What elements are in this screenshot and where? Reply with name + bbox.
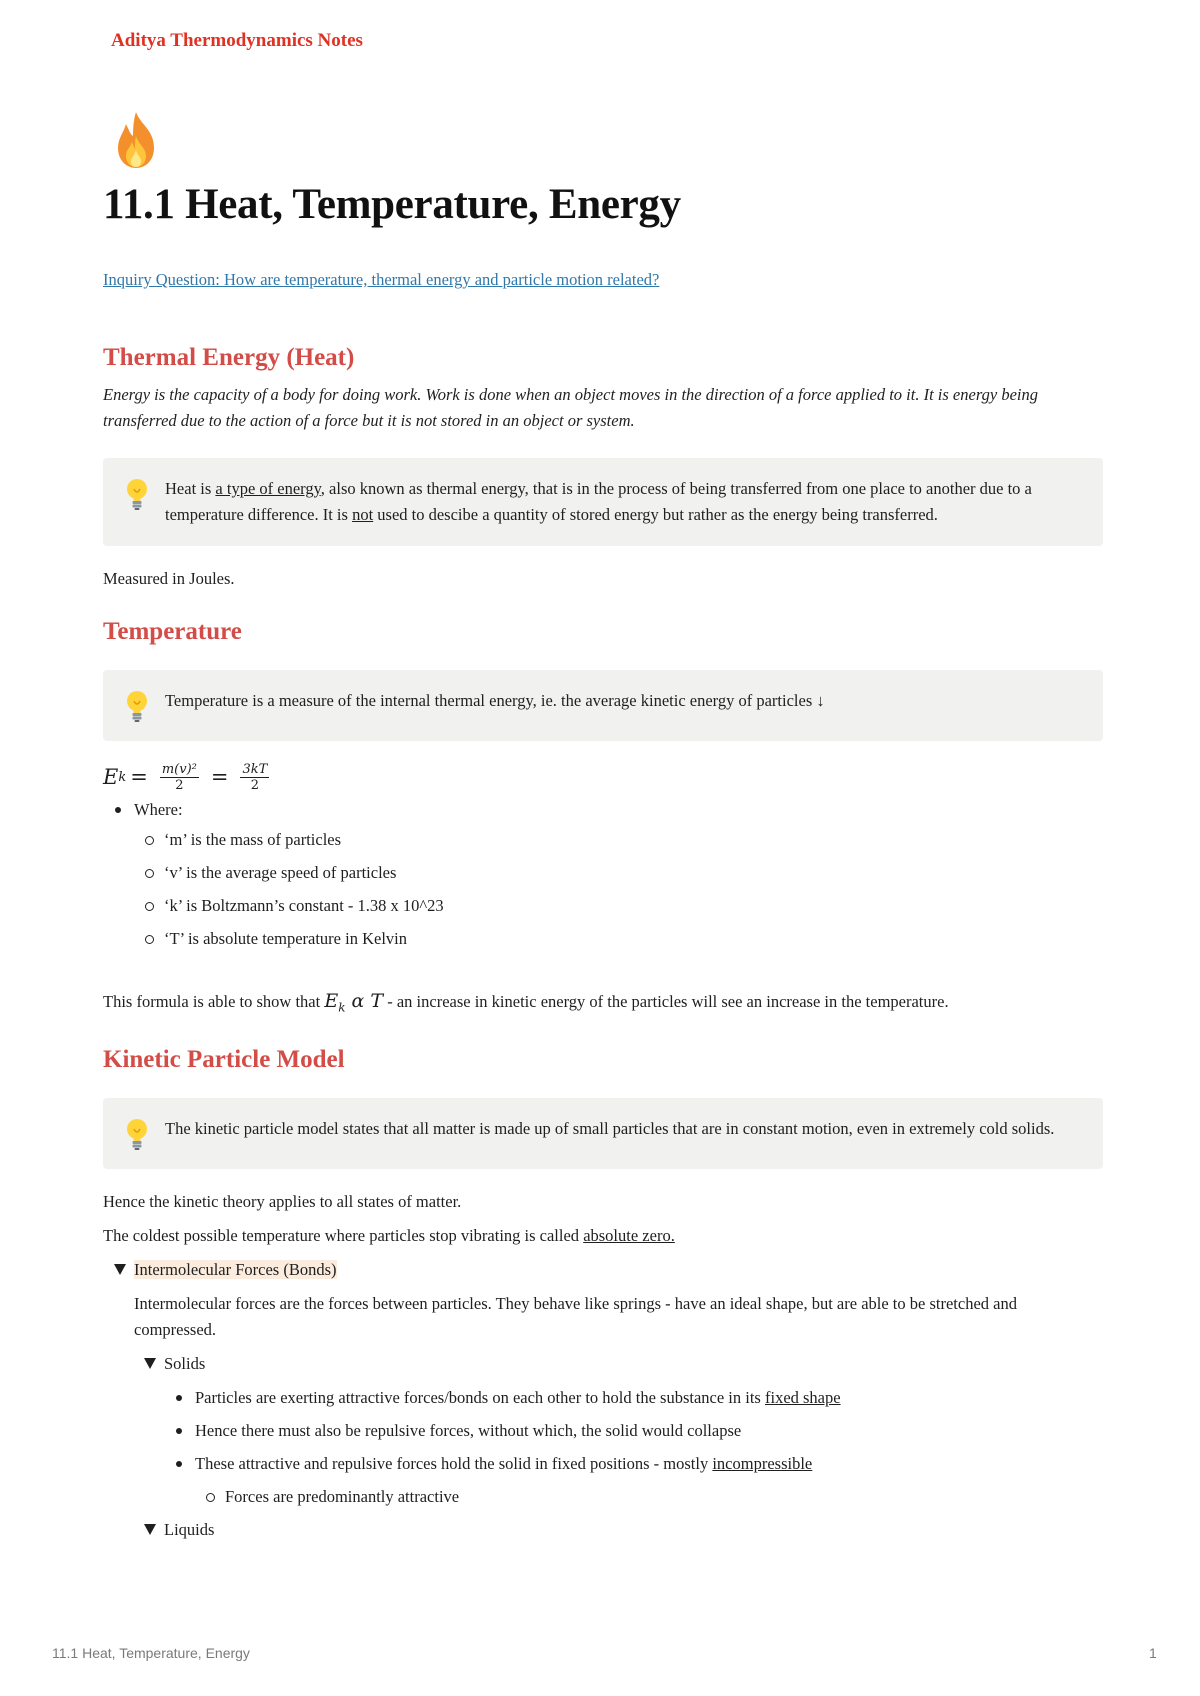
inline-math-subscript: k xyxy=(338,1000,346,1015)
fraction-numerator: m(v)² xyxy=(161,761,197,777)
callout-text: , also known as thermal energy, that is in the process of being transferred from one place to another due to a temperature difference. It is xyxy=(165,479,1032,524)
list-item-text: These attractive and repulsive forces hold the solid in fixed positions - mostly xyxy=(195,1454,713,1474)
formula-fraction xyxy=(240,762,269,793)
lightbulb-icon xyxy=(123,1117,151,1151)
toggle-triangle-icon[interactable] xyxy=(144,1358,156,1369)
lightbulb-icon xyxy=(123,477,151,511)
callout-text: used to descibe a quantity of stored energy but rather as the energy being transferred. xyxy=(373,505,938,524)
formula-fraction xyxy=(160,762,199,793)
list-item: ‘k’ is Boltzmann’s constant - 1.38 x 10^23 xyxy=(164,893,1103,919)
list-item: Hence there must also be repulsive forces, without which, the solid would collapse xyxy=(195,1418,1103,1444)
kinetic-paragraph: Hence the kinetic theory applies to all states of matter. xyxy=(103,1192,462,1212)
where-list xyxy=(134,797,1103,823)
toggle-triangle-icon[interactable] xyxy=(114,1264,126,1275)
page-title: 11.1 Heat, Temperature, Energy xyxy=(103,181,681,228)
inquiry-question-link[interactable]: Inquiry Question: How are temperature, thermal energy and particle motion related? xyxy=(103,270,660,289)
absolute-zero-paragraph xyxy=(103,1223,1103,1249)
toggle-header[interactable] xyxy=(164,1351,1103,1377)
where-label: Where: xyxy=(134,800,183,819)
paragraph-text: The coldest possible temperature where particles stop vibrating is called xyxy=(103,1226,584,1246)
solids-sublist xyxy=(225,1484,1103,1510)
inline-math: E xyxy=(324,990,339,1012)
fraction-numerator: 3kT xyxy=(242,761,268,777)
inline-math: α T xyxy=(345,990,384,1012)
conclusion-text: - an increase in kinetic energy of the particles will see an increase in the temperature. xyxy=(383,992,949,1011)
list-item xyxy=(195,1385,1103,1411)
kinetic-energy-formula xyxy=(103,757,1103,797)
heading-thermal-energy: Thermal Energy (Heat) xyxy=(103,344,355,371)
formula-equals: = xyxy=(130,765,148,789)
conclusion-text: This formula is able to show that xyxy=(103,992,325,1011)
where-sublist xyxy=(164,827,1103,952)
toggle-label: Intermolecular Forces (Bonds) xyxy=(134,1260,337,1280)
underlined-text: incompressible xyxy=(712,1454,813,1474)
list-item: Forces are predominantly attractive xyxy=(225,1484,1103,1510)
list-item xyxy=(134,797,1103,823)
fire-icon xyxy=(104,108,168,172)
toggle-liquids[interactable] xyxy=(164,1517,1103,1543)
heading-kinetic-particle-model: Kinetic Particle Model xyxy=(103,1046,345,1074)
workspace-title[interactable]: Aditya Thermodynamics Notes xyxy=(111,30,363,51)
callout-temperature xyxy=(103,670,1103,741)
fraction-denominator: 2 xyxy=(250,777,260,793)
callout-heat-text xyxy=(165,476,1079,528)
callout-text: Heat is xyxy=(165,479,216,498)
footer-title: 11.1 Heat, Temperature, Energy xyxy=(52,1645,250,1661)
underlined-text: not xyxy=(352,505,374,524)
intermolecular-forces-text: Intermolecular forces are the forces between particles. They behave like springs - have an ideal shape, but are able to be stretched and compressed. xyxy=(134,1294,1017,1340)
formula-subscript: k xyxy=(118,769,127,785)
thermal-intro: Energy is the capacity of a body for doing work. Work is done when an object moves in the direction of a force applied to it. It is energy being transferred due to the action of a force but it is not stored in an object or system. xyxy=(103,385,1038,430)
list-item: ‘m’ is the mass of particles xyxy=(164,827,1103,853)
toggle-header[interactable] xyxy=(134,1257,1103,1283)
underlined-text: a type of energy xyxy=(215,479,321,498)
callout-temperature-text: Temperature is a measure of the internal thermal energy, ie. the average kinetic energy of particles ↓ xyxy=(165,691,825,710)
list-item: ‘v’ is the average speed of particles xyxy=(164,860,1103,886)
heading-temperature: Temperature xyxy=(103,618,242,645)
toggle-triangle-icon[interactable] xyxy=(144,1524,156,1535)
list-item xyxy=(195,1451,1103,1477)
toggle-label: Solids xyxy=(164,1354,206,1374)
callout-kinetic xyxy=(103,1098,1103,1169)
formula-conclusion xyxy=(103,988,1103,1020)
list-item-text: Particles are exerting attractive forces/bonds on each other to hold the substance in its xyxy=(195,1388,765,1408)
underlined-text: fixed shape xyxy=(764,1388,841,1408)
page-content xyxy=(103,268,1103,1543)
lightbulb-icon xyxy=(123,689,151,723)
list-item: ‘T’ is absolute temperature in Kelvin xyxy=(164,926,1103,952)
toggle-intermolecular-forces xyxy=(134,1257,1103,1543)
underlined-text: absolute zero. xyxy=(583,1226,675,1246)
toggle-solids xyxy=(164,1351,1103,1543)
page-number: 1 xyxy=(1149,1645,1157,1661)
formula-symbol: E xyxy=(103,765,119,789)
solids-list xyxy=(195,1385,1103,1477)
measured-in-joules: Measured in Joules. xyxy=(103,569,235,588)
callout-kinetic-text: The kinetic particle model states that all matter is made up of small particles that are in constant motion, even in extremely cold solids. xyxy=(165,1119,1055,1139)
toggle-label: Liquids xyxy=(164,1520,215,1540)
formula-equals: = xyxy=(210,765,229,789)
fraction-denominator: 2 xyxy=(175,777,184,793)
callout-heat xyxy=(103,458,1103,546)
